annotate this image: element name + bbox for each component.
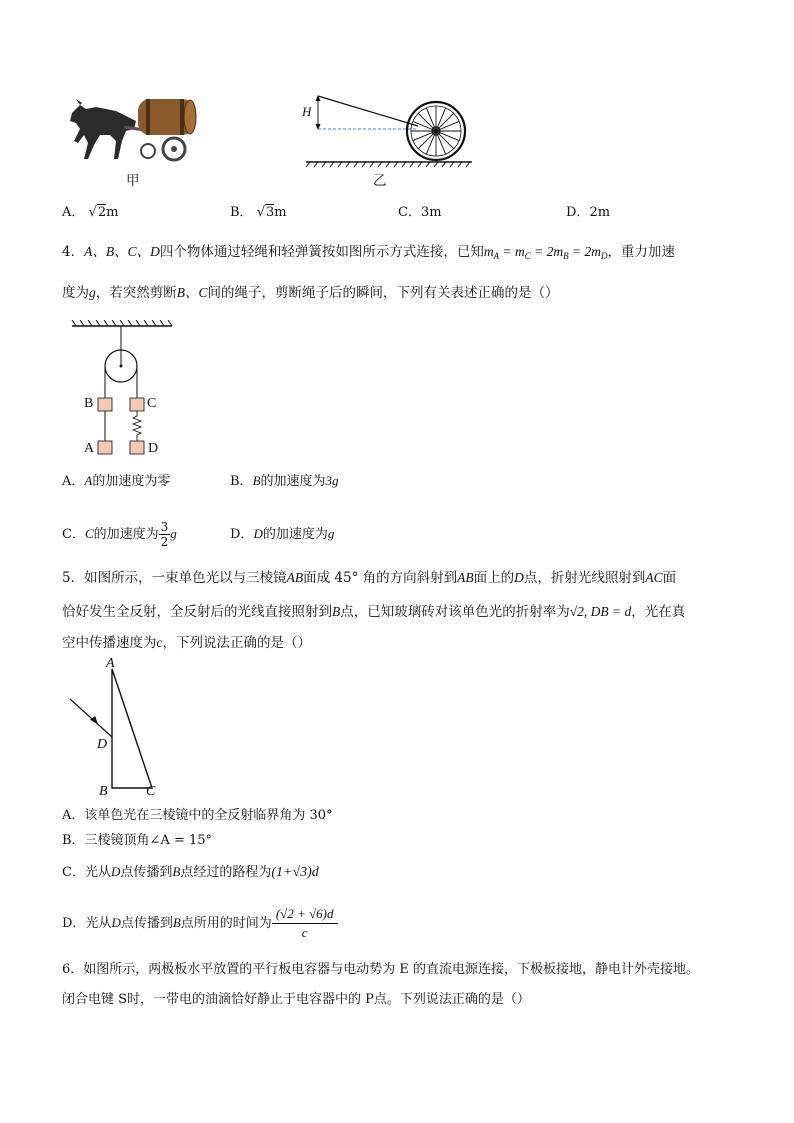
q5-option-c: C．光从D点传播到B点经过的路程为(1+√3)d	[62, 864, 319, 880]
q4-option-c: C．C的加速度为 $\frac{3}{2}$ g	[62, 520, 177, 549]
q3-option-d: D．2m	[566, 205, 611, 220]
figure-label-yi: 乙	[373, 173, 387, 189]
q5-option-d: D．光从D点传播到B点所用的时间为 $\frac{(√2 + √6)d}{c}$	[62, 902, 338, 944]
sqrt-symbol: √	[88, 205, 97, 220]
q5-prism-diagram	[60, 655, 170, 800]
q5-option-b: B．三棱镜顶角∠A = 15°	[62, 833, 213, 848]
figure-label-jia: 甲	[126, 173, 140, 189]
prism-label-c: C	[146, 784, 156, 799]
q5-option-a: A．该单色光在三棱镜中的全反射临界角为 30°	[62, 808, 333, 823]
figure-cart	[66, 95, 200, 165]
mass-relation: $m_A = m_C = 2m_B = 2m_D$	[483, 244, 608, 261]
q4-option-b: B．B的加速度为3g	[230, 473, 339, 489]
fraction: $\frac{3}{2}$	[160, 520, 169, 549]
q3-option-a: A． √2m	[62, 205, 119, 220]
prism-label-a: A	[106, 656, 115, 671]
figure-wheel-diagram	[296, 90, 476, 170]
horse-cart-image	[66, 95, 200, 165]
q6-stem-line1: 6．如图所示，两极板水平放置的平行板电容器与电动势为 E 的直流电源连接，下极板接地，静电计外壳接地。	[62, 962, 700, 977]
sqrt-symbol: √	[256, 205, 265, 220]
block-label-c: C	[147, 396, 157, 411]
prism-label-b: B	[99, 784, 108, 799]
block-label-a: A	[84, 441, 95, 456]
prism-label-d: D	[97, 737, 108, 752]
q4-option-a: A．A的加速度为零	[62, 473, 171, 489]
q3-option-b: B． √3m	[230, 205, 287, 220]
q4-stem-line1: 4．A、B、C、D四个物体通过轻绳和轻弹簧按如图所示方式连接，已知$m_A = m_C = 2m_B = 2m_D$，重力加速	[62, 244, 675, 261]
block-label-d: D	[148, 441, 159, 456]
q5-stem-line1: 5．如图所示，一束单色光以与三棱镜AB面成 45° 角的方向斜射到AB面上的D点，折射光线照射到AC面	[62, 570, 677, 586]
q4-stem-line2: 度为g，若突然剪断B、C间的绳子，剪断绳子后的瞬间，下列有关表述正确的是（）	[62, 285, 559, 301]
q5-stem-line2: 恰好发生全反射，全反射后的光线直接照射到B点，已知玻璃砖对该单色光的折射率为√2, DB = d，光在真	[62, 604, 686, 620]
block-label-b: B	[84, 396, 94, 411]
q6-stem-line2: 闭合电键 S时，一带电的油滴恰好静止于电容器中的 P点。下列说法正确的是（）	[62, 992, 530, 1007]
q4-pulley-diagram	[70, 320, 180, 460]
fraction: $\frac{(√2 + √6)d}{c}$	[272, 905, 338, 942]
height-label: H	[302, 104, 312, 119]
q5-stem-line3: 空中传播速度为c，下列说法正确的是（）	[62, 635, 311, 651]
q3-option-c: C．3m	[398, 205, 442, 220]
q4-option-d: D．D的加速度为g	[230, 526, 335, 542]
